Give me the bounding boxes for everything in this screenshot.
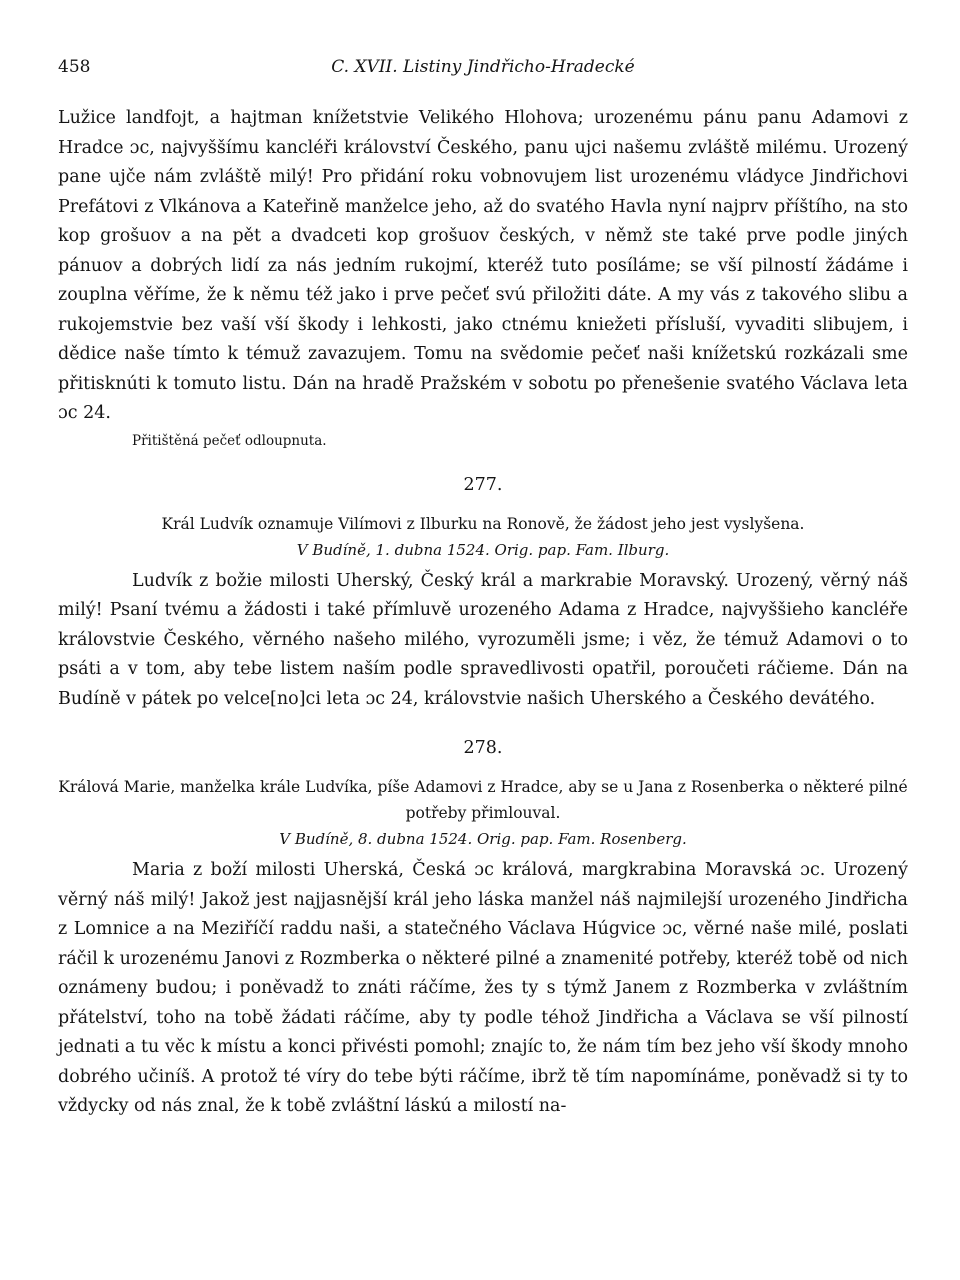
document-dating: V Budíně, 1. dubna 1524. Orig. pap. Fam. Ilburg.: [296, 540, 670, 559]
document-regest: Král Ludvík oznamuje Vilímovi z Ilburku na Ronově, že žádost jeho jest vyslyšena.: [161, 514, 805, 533]
page-body: [58, 104, 908, 1122]
document-number: 277.: [463, 474, 503, 495]
document-text: Ludvík z božie milosti Uherský, Český král a markrabie Moravský. Urozený, věrný náš milý! Psaní tvému a žádosti i také přímluvě urozeného Adama z Hradce, najvyššieho kancléře královstvie Českého, věrného našeho milého, vyrozuměli jsme; i věz, že témuž Adamovi o to psáti a v tom, aby tebe listem naším podle spravedlivosti opatřil, poroučeti ráčieme. Dán na Budíně v pátek po velce[no]ci leta ɔc 24, královstvie našich Uherského a Českého devátého.: [58, 570, 908, 709]
document-dating: V Budíně, 8. dubna 1524. Orig. pap. Fam. Rosenberg.: [279, 830, 687, 848]
book-page: [58, 0, 908, 1280]
document-regest: Králová Marie, manželka krále Ludvíka, píše Adamovi z Hradce, aby se u Jana z Rosenberka o některé pilné potřeby přimlouval.: [58, 778, 908, 822]
document-number: 278.: [463, 738, 503, 758]
seal-note: Přitištěná pečeť odloupnuta.: [132, 432, 327, 449]
page-header: [58, 57, 908, 81]
document-277: [58, 473, 908, 715]
document-276-continuation: Lužice landfojt, a hajtman knížetstvie Velikého Hlohova; urozenému pánu panu Adamovi z Hradce ɔc, najvyššímu kancléři království Českého, panu ujci našemu zvláště milému. Urozený pane ujče nám zvláště milý! Pro přidání roku vobnovujem list urozenému vládyce Jindřichovi Prefátovi z Vlkánova a Kateřině manželce jeho, až do svatého Havla nyní najprv příštího, na sto kop grošuov a na pět a dvadceti kop grošuov českých, v němž ste také prve podle jiných pánuov a dobrých lidí za nás jedním rukojmí, kteréž tuto posíláme; se vší pilností žádáme i zouplna věříme, že k němu též jako i prve pečeť svú přiložiti dáte. A my vás z takového slibu a rukojemstvie bez vaší vší škody i lehkosti, jako ctnému kniežeti přísluší, vyvaditi slibujem, i dědice naše tímto k témuž zavazujem. Tomu na svědomie pečeť naši knížetskú rozkázali sme přitisknúti k tomuto listu. Dán na hradě Pražském v sobotu po přenešenie svatého Václava leta ɔc 24.: [58, 108, 908, 423]
document-278: [58, 736, 908, 1122]
page-number: 458: [58, 57, 91, 77]
document-text: Maria z boží milosti Uherská, Česká ɔc králová, margkrabina Moravská ɔc. Urozený věrný náš milý! Jakož jest najjasnější král jeho láska manžel náš najmilejší urozeného Jindřicha z Lomnice a na Meziříčí raddu naši, a statečného Václava Húgvice ɔc, věrné naše milé, poslati ráčil k urozenému Janovi z Rozmberka o některé pilné a znamenité potřeby, kteréž tobě od nich oznámeny budou; i poněvadž to znáti ráčíme, žes ty s týmž Janem z Rozmberka v zvláštním přátelství, toho na tobě žádati ráčíme, aby ty podle téhož Jindřicha a Václava se vší pilností jednati a tu věc k místu a konci přivésti pomohl; znajíc to, že nám tím bez jeho vší škody mnoho dobrého učiníš. A protož té víry do tebe býti ráčíme, ibrž tě tím napomínáme, poněvadž si ty to vždycky od nás znal, že k tobě zvláštní láskú a milostí na-: [58, 860, 908, 1116]
running-head: C. XVII. Listiny Jindřicho-Hradecké: [331, 57, 635, 77]
